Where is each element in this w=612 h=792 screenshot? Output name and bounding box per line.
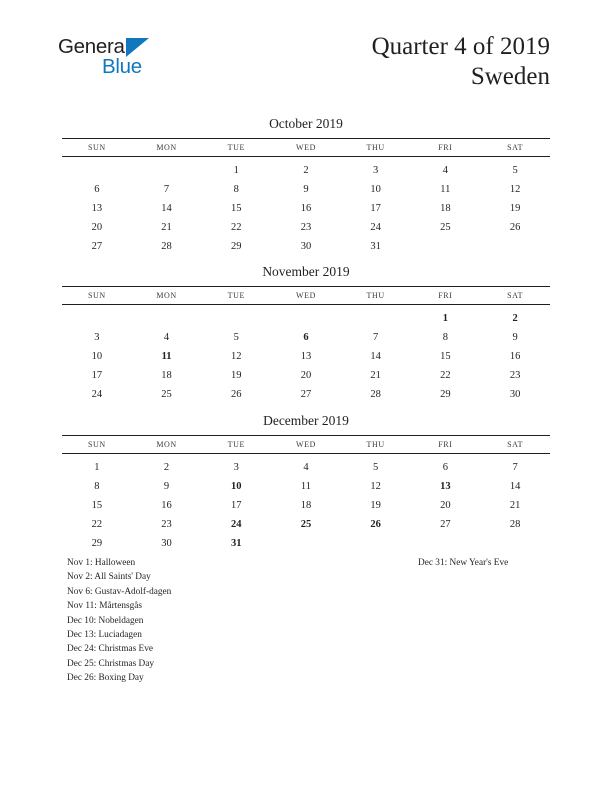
weekday-header-sun: SUN: [62, 139, 132, 157]
holiday-legend-item: Dec 31: New Year's Eve: [418, 558, 509, 568]
calendar-day[interactable]: 4: [163, 332, 170, 343]
weekday-header-fri: FRI: [411, 436, 481, 454]
month-calendar-december: [62, 412, 550, 553]
calendar-day-holiday[interactable]: 31: [231, 538, 242, 549]
calendar-day[interactable]: 5: [373, 462, 379, 473]
calendar-day[interactable]: 26: [231, 389, 242, 400]
calendar-day[interactable]: 9: [512, 332, 518, 343]
calendar-week-row: [62, 199, 550, 218]
calendar-day[interactable]: 4: [303, 462, 309, 473]
generalblue-logo: [58, 36, 178, 84]
calendar-day[interactable]: 19: [231, 370, 242, 381]
holiday-legend-left-column: [67, 556, 171, 686]
calendar-day[interactable]: 16: [300, 203, 312, 214]
calendar-day[interactable]: 4: [442, 165, 448, 176]
calendar-day[interactable]: 3: [233, 462, 239, 473]
calendar-day[interactable]: 14: [509, 481, 521, 492]
holiday-legend-item: Dec 24: Christmas Eve: [67, 644, 153, 655]
weekday-header-sat: SAT: [480, 139, 550, 157]
calendar-day[interactable]: 15: [91, 500, 103, 511]
weekday-header-row: [62, 436, 550, 454]
calendar-day[interactable]: 17: [91, 370, 103, 381]
calendar-day[interactable]: 17: [370, 203, 381, 214]
calendar-week-row: [62, 180, 550, 199]
calendar-day-empty: [341, 534, 411, 553]
calendar-day[interactable]: 24: [91, 389, 103, 400]
calendar-week-row: [62, 366, 550, 385]
holiday-legend-item: Nov 11: Mårtensgås: [67, 601, 143, 612]
calendar-day-holiday[interactable]: 24: [231, 519, 242, 530]
calendar-day[interactable]: 23: [300, 222, 312, 233]
calendar-week-row: [62, 157, 550, 181]
calendar-day[interactable]: 23: [161, 519, 172, 530]
calendar-day-holiday[interactable]: 26: [370, 519, 381, 530]
calendar-day[interactable]: 14: [370, 351, 381, 362]
weekday-header-sun: SUN: [62, 287, 132, 305]
calendar-week-row: [62, 454, 550, 478]
logo-text-blue: Blue: [102, 55, 142, 78]
calendar-week-row: [62, 237, 550, 256]
calendar-day[interactable]: 19: [370, 500, 381, 511]
calendar-body: [62, 454, 550, 554]
calendar-week-row: [62, 477, 550, 496]
calendar-day-empty: [271, 305, 341, 329]
calendar-day[interactable]: 22: [231, 222, 242, 233]
calendar-week-row: [62, 534, 550, 553]
calendar-day-empty: [62, 157, 132, 181]
weekday-header-row: [62, 139, 550, 157]
weekday-header-mon: MON: [132, 287, 202, 305]
calendar-day[interactable]: 25: [161, 389, 172, 400]
calendar-day[interactable]: 13: [91, 203, 103, 214]
calendar-day[interactable]: 27: [440, 519, 451, 530]
calendar-day[interactable]: 14: [161, 203, 172, 214]
calendar-day[interactable]: 24: [370, 222, 381, 233]
calendar-day[interactable]: 20: [91, 222, 103, 233]
calendar-day-holiday[interactable]: 6: [303, 332, 309, 343]
month-calendar-october: [62, 115, 550, 256]
calendar-day[interactable]: 5: [233, 332, 239, 343]
logo-text-general: General: [58, 35, 129, 58]
calendar-day[interactable]: 1: [233, 165, 239, 176]
calendar-day[interactable]: 10: [91, 351, 103, 362]
calendar-week-row: [62, 305, 550, 329]
calendar-day[interactable]: 29: [91, 538, 103, 549]
calendar-day-empty: [132, 305, 202, 329]
holiday-legend: [0, 556, 612, 701]
calendar-day[interactable]: 15: [231, 203, 242, 214]
calendar-day[interactable]: 12: [231, 351, 242, 362]
calendar-day[interactable]: 1: [94, 462, 100, 473]
month-title: November 2019: [262, 264, 350, 279]
calendar-day-holiday[interactable]: 1: [442, 313, 448, 324]
calendar-day-empty: [411, 534, 481, 553]
calendar-day-holiday[interactable]: 25: [300, 519, 312, 530]
calendar-body: [62, 305, 550, 405]
holiday-legend-item: Nov 2: All Saints' Day: [67, 572, 151, 583]
calendar-day-holiday[interactable]: 10: [231, 481, 242, 492]
month-title: October 2019: [269, 116, 343, 131]
calendar-day[interactable]: 26: [509, 222, 521, 233]
calendar-day[interactable]: 3: [373, 165, 379, 176]
weekday-header-tue: TUE: [201, 139, 271, 157]
calendar-day[interactable]: 11: [300, 481, 312, 492]
calendar-day-holiday[interactable]: 2: [512, 313, 518, 324]
calendar-day[interactable]: 29: [440, 389, 451, 400]
calendar-day[interactable]: 20: [300, 370, 312, 381]
calendar-day[interactable]: 21: [509, 500, 521, 511]
calendar-day-empty: [480, 534, 550, 553]
calendar-day[interactable]: 22: [440, 370, 451, 381]
calendar-day-holiday[interactable]: 11: [161, 351, 172, 362]
holiday-legend-item: Dec 13: Luciadagen: [67, 630, 142, 641]
holiday-legend-item: Dec 25: Christmas Day: [67, 658, 155, 669]
calendar-week-row: [62, 347, 550, 366]
weekday-header-thu: THU: [341, 139, 411, 157]
calendar-day-empty: [480, 237, 550, 256]
calendar-day[interactable]: 12: [509, 184, 521, 195]
holiday-legend-item: Dec 10: Nobeldagen: [67, 615, 144, 626]
calendar-day[interactable]: 18: [440, 203, 451, 214]
weekday-header-wed: WED: [271, 287, 341, 305]
calendar-day[interactable]: 8: [94, 481, 100, 492]
weekday-header-thu: THU: [341, 287, 411, 305]
calendar-day[interactable]: 10: [370, 184, 381, 195]
calendar-day[interactable]: 16: [161, 500, 172, 511]
calendar-week-row: [62, 328, 550, 347]
calendar-day-empty: [62, 305, 132, 329]
weekday-header-row: [62, 287, 550, 305]
calendar-day-empty: [132, 157, 202, 181]
calendar-table: [62, 435, 550, 553]
calendar-day[interactable]: 23: [509, 370, 521, 381]
calendar-day[interactable]: 18: [300, 500, 312, 511]
page-header: [0, 0, 612, 105]
weekday-header-sat: SAT: [480, 436, 550, 454]
holiday-legend-item: Nov 6: Gustav-Adolf-dagen: [67, 586, 172, 597]
calendar-day[interactable]: 8: [233, 184, 239, 195]
calendar-week-row: [62, 385, 550, 404]
calendar-day[interactable]: 28: [509, 519, 521, 530]
weekday-header-tue: TUE: [201, 287, 271, 305]
month-calendar-november: [62, 263, 550, 404]
calendar-day[interactable]: 3: [94, 332, 100, 343]
calendar-day[interactable]: 11: [440, 184, 451, 195]
calendar-week-row: [62, 218, 550, 237]
calendar-day[interactable]: 7: [373, 332, 379, 343]
calendar-body: [62, 157, 550, 257]
calendar-day[interactable]: 30: [161, 538, 172, 549]
weekday-header-wed: WED: [271, 436, 341, 454]
calendar-week-row: [62, 515, 550, 534]
weekday-header-wed: WED: [271, 139, 341, 157]
calendar-day[interactable]: 27: [300, 389, 312, 400]
weekday-header-fri: FRI: [411, 139, 481, 157]
holiday-legend-item: Nov 1: Halloween: [67, 558, 136, 568]
weekday-header-fri: FRI: [411, 287, 481, 305]
calendar-day[interactable]: 20: [440, 500, 451, 511]
calendar-day[interactable]: 15: [440, 351, 451, 362]
calendar-day[interactable]: 29: [231, 241, 242, 252]
calendar-day[interactable]: 28: [370, 389, 381, 400]
calendar-table: [62, 286, 550, 404]
weekday-header-mon: MON: [132, 139, 202, 157]
month-title: December 2019: [263, 413, 349, 428]
calendar-day[interactable]: 5: [512, 165, 518, 176]
calendar-day[interactable]: 8: [442, 332, 448, 343]
calendar-day[interactable]: 17: [231, 500, 242, 511]
calendar-day-empty: [411, 237, 481, 256]
calendar-day-empty: [201, 305, 271, 329]
calendar-day[interactable]: 6: [442, 462, 448, 473]
calendar-day[interactable]: 21: [370, 370, 381, 381]
calendar-week-row: [62, 496, 550, 515]
calendar-day-holiday[interactable]: 13: [440, 481, 451, 492]
weekday-header-mon: MON: [132, 436, 202, 454]
calendar-day[interactable]: 2: [303, 165, 309, 176]
calendar-day[interactable]: 7: [512, 462, 518, 473]
weekday-header-sat: SAT: [480, 287, 550, 305]
calendar-day[interactable]: 27: [91, 241, 103, 252]
calendar-day[interactable]: 9: [303, 184, 309, 195]
holiday-legend-right-column: [418, 556, 508, 570]
weekday-header-thu: THU: [341, 436, 411, 454]
calendar-day[interactable]: 9: [163, 481, 170, 492]
title-quarter-year: Quarter 4 of 2019: [371, 33, 550, 60]
weekday-header-sun: SUN: [62, 436, 132, 454]
title-country: Sweden: [470, 63, 550, 90]
holiday-legend-item: Dec 26: Boxing Day: [67, 673, 144, 684]
calendar-day[interactable]: 22: [91, 519, 103, 530]
calendar-day[interactable]: 30: [509, 389, 521, 400]
calendar-day[interactable]: 13: [300, 351, 312, 362]
calendar-day[interactable]: 12: [370, 481, 381, 492]
calendar-day[interactable]: 2: [163, 462, 170, 473]
calendar-day[interactable]: 7: [163, 184, 170, 195]
calendar-day[interactable]: 31: [370, 241, 381, 252]
calendar-table: [62, 138, 550, 256]
weekday-header-tue: TUE: [201, 436, 271, 454]
calendar-day-empty: [341, 305, 411, 329]
calendar-day[interactable]: 30: [300, 241, 312, 252]
calendar-day[interactable]: 28: [161, 241, 172, 252]
calendar-day[interactable]: 18: [161, 370, 172, 381]
page-title: [372, 32, 550, 92]
calendar-day[interactable]: 6: [94, 184, 100, 195]
calendar-day[interactable]: 21: [161, 222, 172, 233]
calendar-day[interactable]: 19: [509, 203, 521, 214]
calendar-day[interactable]: 25: [440, 222, 451, 233]
calendar-day-empty: [271, 534, 341, 553]
calendar-day[interactable]: 16: [509, 351, 521, 362]
